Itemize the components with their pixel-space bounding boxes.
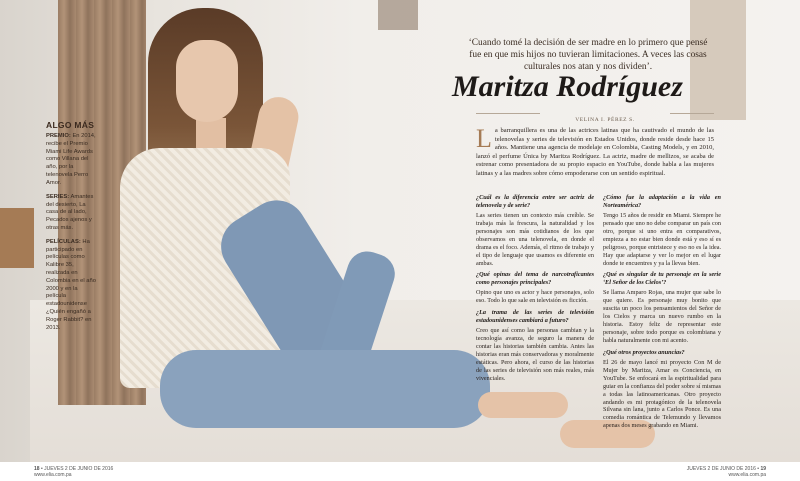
interview-answer: Se llama Amparo Rojas, una mujer que sabe lo que quiere. Es personaje muy bonito que suscita un poco los pensamientos del Señor de los Cielos y marca un nuevo rumbo en la historia. Estoy feliz de representar este personaje, sobre todo porque es colombiana y habla naturalmente con mi acento.: [603, 289, 721, 344]
interview-question: ¿Cuál es la diferencia entre ser actriz de telenovela y de serie?: [476, 194, 594, 209]
portrait-jeans: [160, 350, 490, 428]
footer-left: 18 • JUEVES 2 DE JUNIO DE 2016 www.elia.com.pa: [34, 466, 114, 478]
background-post-image: [378, 0, 418, 30]
article-column-2: [603, 194, 721, 434]
byline: VELINA I. PÉREZ S.: [575, 117, 635, 123]
page-number: 19: [760, 466, 766, 472]
sidebar-item-label: PREMIO:: [46, 133, 71, 139]
interview-question: ¿La trama de las series de televisión estadounidenses cambiará a futuro?: [476, 309, 594, 325]
interview-answer: Tengo 15 años de residir en Miami. Siempre he pensado que uno no debe comparar un país con otro, porque si uno entra en comparativos, empieza a no estar bien donde está y eso sí es peligroso, porque entristece y eso no es la idea. Hay que adaptarse y ver lo mejor en el lugar donde te encuentres y ya la llevas bien.: [603, 211, 721, 267]
article-intro: [476, 124, 714, 178]
byline-rule: [476, 113, 540, 114]
footer-url: www.elia.com.pa: [34, 472, 72, 478]
page-footer: [0, 462, 800, 481]
interview-answer: El 26 de mayo lancé mi proyecto Con M de Mujer by Maritza, Amar es Conciencia, en YouTube. Se enfocará en la espiritualidad para guiar en la confianza del poder sobre sí mismas a todas las latinoamericanas. Otro proyecto andando es mi protagónico de la telenovela Silvana sin lana, junto a Carlos Ponce. Es una comedia romántica de Telemundo y llevamos apenas dos meses grabando en Miami.: [603, 358, 721, 430]
footer-url: www.elia.com.pa: [728, 472, 766, 478]
interview-answer: Opino que uno es actor y hace personajes, solo eso. Todo lo que sale en televisión es ficción.: [476, 289, 594, 305]
portrait-face: [176, 40, 238, 122]
sidebar-item-text: Amantes del desierto, La casa de al lado, Pecados ajenos y otras más.: [46, 193, 94, 231]
interview-question: ¿Qué otros proyectos anuncias?: [603, 348, 685, 356]
article-column-1: [476, 194, 594, 387]
drop-cap: L: [476, 124, 492, 153]
byline-rule: [670, 113, 714, 114]
interview-question: ¿Qué es singular de tu personaje en la serie ‘El Señor de los Cielos’?: [603, 271, 721, 287]
section-tab-marker: [0, 208, 34, 268]
intro-text: a barranquillera es una de las actrices latinas que ha cautivado el mundo de las telenovelas y series de televisión en Estados Unidos, donde reside desde hace 15 años. Mantiene una agencia de modelaje en Colombia, Casting Models, y en 2010, lanzó el perfume Única by Maritza Rodríguez. La actriz, madre de mellizos, se acaba de estrenar como presentadora de su propio espacio en YouTube, donde habla a las mujeres latinas y a las madres sobre cómo empoderarse con un sentido espiritual.: [476, 127, 714, 177]
pull-quote: ‘Cuando tomé la decisión de ser madre en lo primero que pensé fue en que mis hijos no tuvieran limitaciones. A veces las cosas culturales nos atan y nos dividen’.: [468, 38, 708, 73]
sidebar-heading: ALGO MÁS: [46, 120, 95, 130]
portrait-neck: [196, 118, 226, 152]
footer-right: JUEVES 2 DE JUNIO DE 2016 • 19 www.elia.com.pa: [686, 466, 766, 478]
footer-date: JUEVES 2 DE JUNIO DE 2016: [686, 466, 756, 472]
sidebar-item: [46, 194, 98, 233]
portrait-foot: [478, 392, 568, 418]
page-number: 18: [34, 466, 40, 472]
footer-date: JUEVES 2 DE JUNIO DE 2016: [44, 466, 114, 472]
sidebar-algo-mas: [36, 120, 98, 339]
sidebar-item-label: SERIES:: [46, 193, 70, 200]
sidebar-item: [46, 239, 98, 333]
sidebar-item-text: Ha participado en películas como Kalibre 35, realizada en Colombia en el año 2000 y en la película estadounidense ¿Quién engañó a Roger Rabbit? en 2013.: [46, 238, 96, 331]
sidebar-item: [46, 133, 98, 188]
sidebar-item-text: En 2014, recibe el Premio Miami Life Awards como Villana del año, por la telenovela Perro Amor.: [46, 133, 96, 186]
interview-answer: Creo que así como las personas cambian y la tecnología avanza, de seguro la manera de contar las historias también cambia. Antes las historias eran más conservadoras y moralmente estáticas. Pero ahora, el curso de las historias de las series de televisión son más reales, más vivenciales.: [476, 327, 594, 382]
sidebar-item-label: PELÍCULAS:: [46, 238, 81, 245]
interview-question: ¿Qué opinas del tema de narcotraficantes como personajes principales?: [476, 271, 594, 287]
interview-answer: Las series tienen un contexto más creíble. Se trabaja más la frescura, la naturalidad y los personajes son más cotidianos de los que observamos en una telenovela, en donde el drama es el foco. Además, el ritmo de trabajo y el tipo de lenguaje que usamos es diferente en ambas.: [476, 211, 594, 267]
article-title: Maritza Rodríguez: [452, 70, 683, 103]
interview-question: ¿Cómo fue la adaptación a la vida en Norteamérica?: [603, 194, 721, 209]
